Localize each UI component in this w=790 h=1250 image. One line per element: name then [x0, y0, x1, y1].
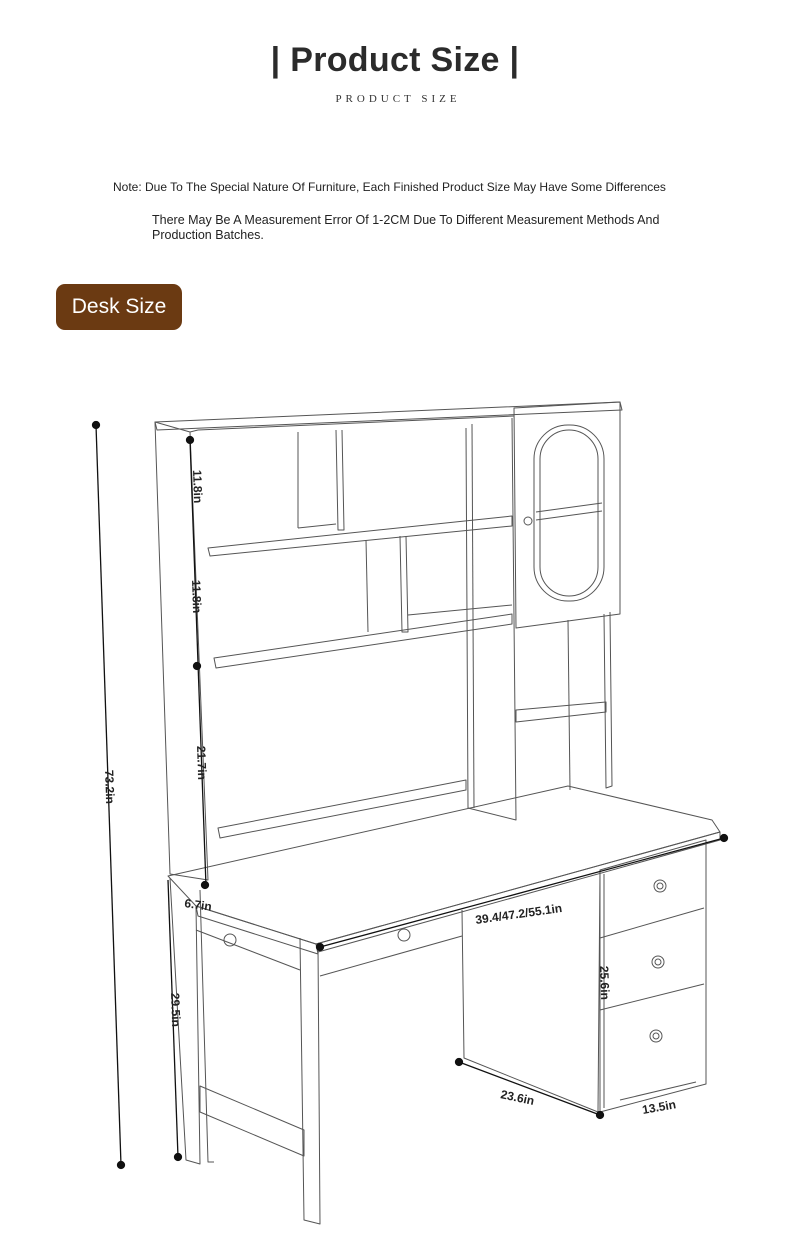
width-label: 39.4/47.2/55.1in: [474, 900, 563, 927]
shelf-middle-label: 11.8in: [189, 579, 205, 614]
shelf-top-label: 11.8in: [190, 469, 206, 504]
hutch-depth-label: 6.7in: [183, 896, 213, 914]
note-line-1: Note: Due To The Special Nature Of Furniture, Each Finished Product Size May Have Some Differences: [113, 180, 666, 194]
drawer-depth-label: 13.5in: [641, 1097, 678, 1117]
hutch-lower-label: 21.7in: [194, 745, 210, 781]
page-subtitle: PRODUCT SIZE: [335, 93, 461, 105]
desk-depth-label: 23.6in: [499, 1087, 536, 1109]
desk-height-label: 29.5in: [168, 992, 184, 1028]
total-height-label: 73.2in: [102, 769, 118, 805]
note-line-2: There May Be A Measurement Error Of 1-2CM Due To Different Measurement Methods And Production Batches.: [152, 213, 660, 242]
desk-size-badge: Desk Size: [56, 284, 182, 330]
drawer-height-label: 25.6in: [597, 965, 613, 1001]
desk-dimension-drawing: [0, 380, 790, 1240]
page-title: | Product Size |: [270, 41, 520, 79]
product-size-heading: [270, 30, 520, 94]
